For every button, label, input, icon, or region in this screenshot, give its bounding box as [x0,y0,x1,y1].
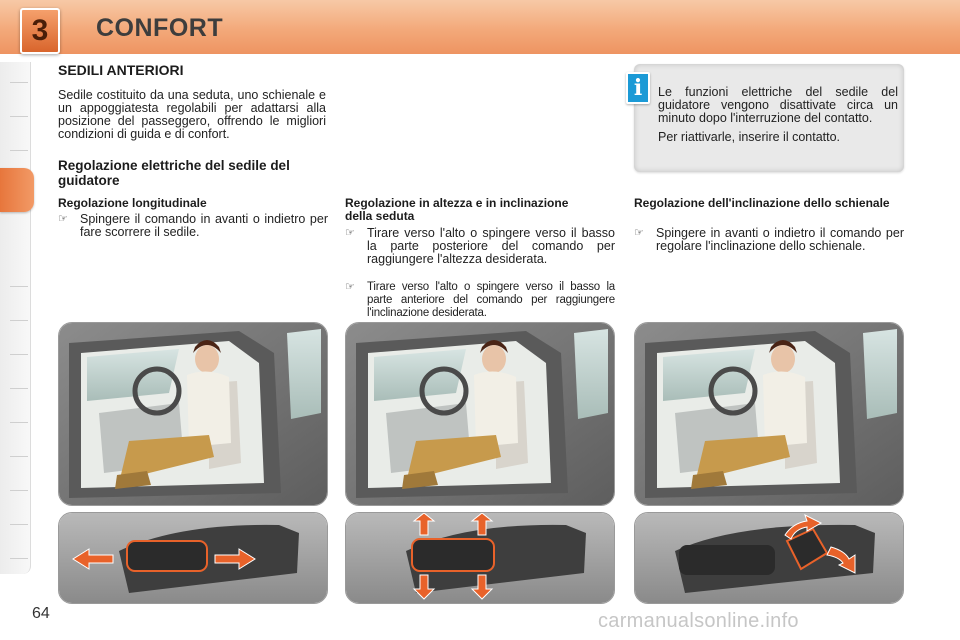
rail-tab-divider [10,82,28,83]
heading-backrest: Regolazione dell'inclinazione dello schienale [634,196,890,210]
section-title: SEDILI ANTERIORI [58,62,184,78]
illustration-driver-seat-backrest [634,322,904,506]
header-band [0,0,960,54]
rail-tab-divider [10,490,28,491]
sub-heading: Regolazione elettriche del sedile del guidatore [58,158,290,188]
seat-control-longitudinal-detail [58,512,328,604]
rail-tab-divider [10,286,28,287]
seat-control-backrest-detail [634,512,904,604]
illustration-driver-seat-height [345,322,615,506]
page-number: 64 [32,605,50,622]
illustration-driver-seat-longitudinal [58,322,328,506]
heading-height-tilt: Regolazione in altezza e in inclinazione della seduta [345,196,569,223]
watermark: carmanualsonline.info [598,610,799,632]
rail-tab-divider [10,320,28,321]
rail-tab-divider [10,388,28,389]
bullet-text: Spingere il comando in avanti o indietro per fare scorrere il sedile. [80,212,328,239]
chapter-side-rail [0,62,31,574]
rail-tab-divider [10,558,28,559]
pointing-hand-icon: ☞ [634,227,644,239]
pointing-hand-icon: ☞ [345,227,355,239]
bullet-item [345,227,615,266]
rail-tab-divider [10,354,28,355]
heading-longitudinal: Regolazione longitudinale [58,196,207,210]
pointing-hand-icon: ☞ [58,213,68,225]
info-text [658,86,898,150]
bullet-item [345,281,615,320]
info-paragraph: Per riattivarle, inserire il contatto. [658,130,841,144]
rail-tab-divider [10,524,28,525]
rail-tab-divider [10,150,28,151]
rail-tab-divider [10,116,28,117]
pointing-hand-icon: ☞ [345,281,355,293]
chapter-number-badge: 3 [20,8,60,54]
bullet-text: Spingere in avanti o indietro il comando per regolare l'inclinazione dello schienale. [656,226,904,253]
bullet-text: Tirare verso l'alto o spingere verso il basso la parte posteriore del comando per raggiungere l'altezza desiderata. [367,226,615,266]
page-title: CONFORT [96,14,224,42]
info-icon: i [626,72,650,104]
bullet-item [634,227,904,253]
info-paragraph: Le funzioni elettriche del sedile del guidatore vengono disattivate circa un minuto dopo l'interruzione del contatto. [658,85,898,125]
intro-paragraph: Sedile costituito da una seduta, uno schienale e un appoggiatesta regolabili per adattarsi alla posizione del passeggero, offrendo le migliori condizioni di guida e di confort. [58,88,326,141]
rail-tab-divider [10,422,28,423]
active-chapter-tab [0,168,34,212]
rail-tab-divider [10,456,28,457]
seat-control-height-detail [345,512,615,604]
bullet-text: Tirare verso l'alto o spingere verso il basso la parte anteriore del comando per raggiungere l'inclinazione desiderata. [367,281,615,319]
bullet-item [58,213,328,239]
